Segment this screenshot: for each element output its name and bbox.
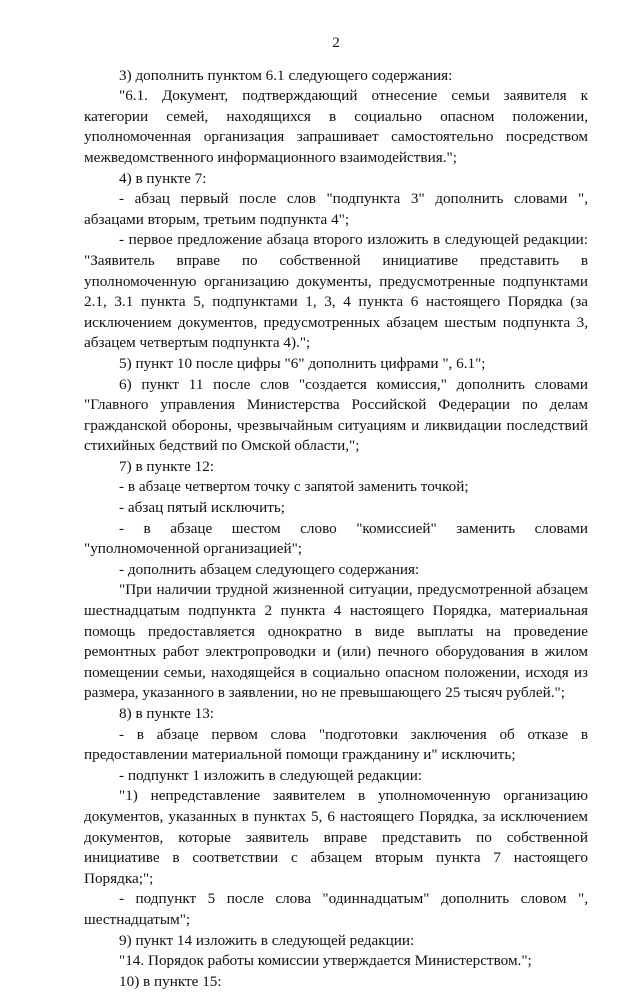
paragraph: - в абзаце четвертом точку с запятой заменить точкой; — [119, 478, 469, 496]
paragraph: - в абзаце шестом слово "комиссией" заменить словами "уполномоченной организацией"; — [84, 519, 588, 558]
paragraph: - дополнить абзацем следующего содержания: — [119, 560, 420, 578]
paragraph: - подпункт 5 после слова "одиннадцатым" дополнить словом ", шестнадцатым"; — [84, 890, 588, 928]
paragraph: - абзац пятый исключить; — [119, 499, 286, 517]
paragraph: "При наличии трудной жизненной ситуации, предусмотренной абзацем шестнадцатым подпункта 2 пункта 4 настоящего Порядка, материальная помощь предоставляется однократно в виде выплаты на проведение ремонтных работ электропроводки и (или) печного оборудования в жилом помещении семьи, находящейся в социально опасном положении, исходя из размера, указанного в заявлении, но не превышающего 25 тысяч рублей."; — [84, 581, 588, 702]
paragraph: 8) в пункте 13: — [119, 705, 215, 722]
paragraph: "1) непредставление заявителем в уполномоченную организацию документов, указанных в пунктах 5, 6 настоящего Порядка, за исключением документов, которые заявитель вправе представить по собственной инициативе в соответствии с абзацем вторым пункта 7 настоящего Порядка;"; — [84, 787, 588, 887]
paragraph: 6) пункт 11 после слов "создается комиссия," дополнить словами "Главного управления Министерства Российской Федерации по делам гражданской обороны, чрезвычайным ситуациям и ликвидации последствий стихийных бедствий по Омской области,"; — [84, 375, 588, 455]
page-number: 2 — [332, 34, 340, 51]
paragraph: "6.1. Документ, подтверждающий отнесение семьи заявителя к категории семей, находящихся в социально опасном положении, уполномоченная организация запрашивает самостоятельно посредством межведомственного информационного взаимодействия."; — [84, 87, 588, 166]
paragraph: 3) дополнить пунктом 6.1 следующего содержания: — [119, 66, 453, 84]
paragraph: - в абзаце первом слова "подготовки заключения об отказе в предоставлении материальной помощи гражданину и" исключить; — [84, 725, 588, 764]
paragraph: 4) в пункте 7: — [119, 169, 207, 187]
paragraph: 10) в пункте 15: — [119, 972, 222, 990]
paragraph: 5) пункт 10 после цифры "6" дополнить цифрами ", 6.1"; — [119, 354, 486, 372]
paragraph: - подпункт 1 изложить в следующей редакции: — [119, 766, 423, 784]
paragraph: "14. Порядок работы комиссии утверждается Министерством."; — [119, 952, 532, 970]
paragraph: - первое предложение абзаца второго изложить в следующей редакции: "Заявитель вправе по собственной инициативе представить в уполномоченную организацию документы, предусмотренные подпунктами 2.1, 3.1 пункта 5, подпунктами 1, 3, 4 пункта 6 настоящего Порядка (за исключением документов, предусмотренных абзацем шестым подпункта 3, абзацем четвертым подпункта 4)."; — [84, 231, 588, 352]
paragraph: - абзац первый после слов "подпункта 3" дополнить словами ", абзацами вторым, третьим подпункта 4"; — [84, 190, 588, 228]
paragraph: 9) пункт 14 изложить в следующей редакции: — [119, 931, 415, 949]
paragraph: 7) в пункте 12: — [119, 457, 215, 475]
document-body — [84, 66, 588, 992]
